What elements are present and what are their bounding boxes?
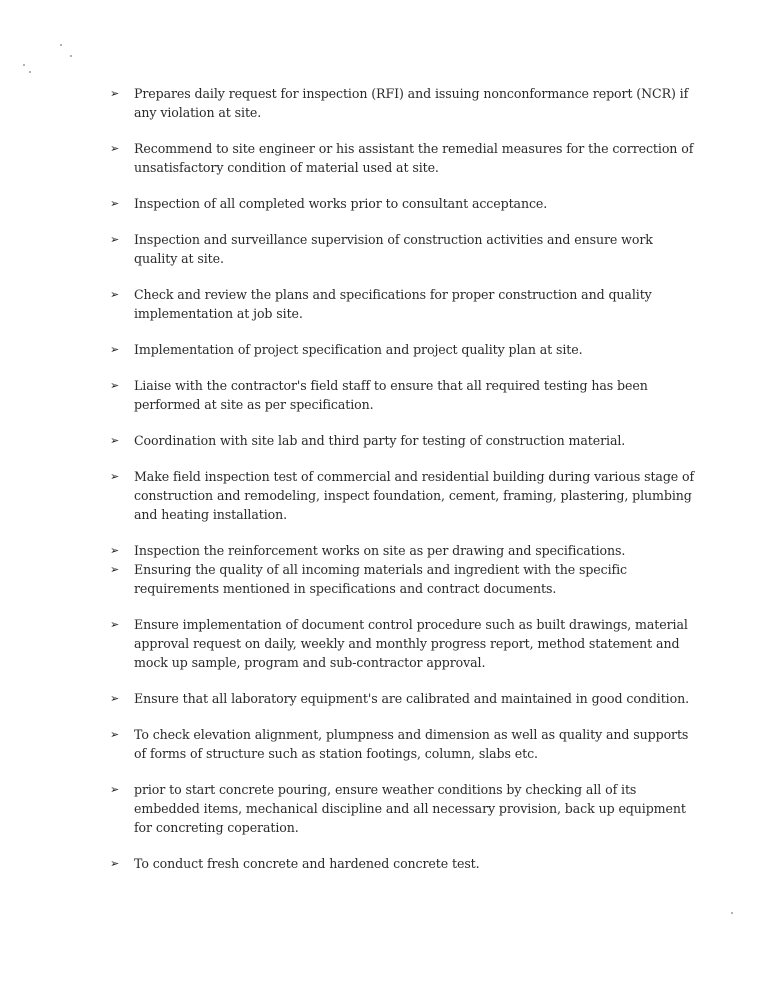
responsibilities-list: [110, 84, 695, 890]
list-item-text: Inspection of all completed works prior to consultant acceptance.: [134, 196, 548, 211]
list-item-text: Recommend to site engineer or his assistant the remedial measures for the correction of unsatisfactory condition of material used at site.: [134, 141, 694, 175]
scan-speck: [23, 64, 25, 66]
list-item: [110, 230, 695, 268]
arrow-bullet-icon: ➢: [110, 434, 120, 447]
arrow-bullet-icon: ➢: [110, 618, 120, 631]
list-item-text: Inspection the reinforcement works on site as per drawing and specifications.: [134, 543, 626, 558]
list-item-text: Ensure that all laboratory equipment's are calibrated and maintained in good condition.: [134, 691, 689, 706]
arrow-bullet-icon: ➢: [110, 544, 120, 557]
arrow-bullet-icon: ➢: [110, 857, 120, 870]
list-item: [110, 139, 695, 177]
list-item: [110, 541, 695, 560]
list-item: [110, 194, 695, 213]
list-item-text: Ensure implementation of document control procedure such as built drawings, material approval request on daily, weekly and monthly progress report, method statement and mock up sample, program and sub-contractor approval.: [134, 617, 688, 670]
arrow-bullet-icon: ➢: [110, 728, 120, 741]
arrow-bullet-icon: ➢: [110, 563, 120, 576]
scan-speck: [60, 44, 62, 46]
list-item-text: To check elevation alignment, plumpness and dimension as well as quality and supports of forms of structure such as station footings, column, slabs etc.: [134, 727, 689, 761]
list-item-text: Liaise with the contractor's field staff to ensure that all required testing has been performed at site as per specification.: [134, 378, 648, 412]
list-item: [110, 854, 695, 873]
list-item: [110, 615, 695, 672]
arrow-bullet-icon: ➢: [110, 197, 120, 210]
list-item-text: Make field inspection test of commercial and residential building during various stage of construction and remodeling, inspect foundation, cement, framing, plastering, plumbing and heating installation.: [134, 469, 695, 522]
list-item-text: Inspection and surveillance supervision of construction activities and ensure work quality at site.: [134, 232, 653, 266]
scan-speck: [70, 55, 72, 57]
scan-speck: [29, 71, 31, 73]
arrow-bullet-icon: ➢: [110, 343, 120, 356]
list-item: [110, 340, 695, 359]
arrow-bullet-icon: ➢: [110, 142, 120, 155]
list-item-text: prior to start concrete pouring, ensure weather conditions by checking all of its embedded items, mechanical discipline and all necessary provision, back up equipment for concreting coperation.: [134, 782, 686, 835]
list-item: [110, 725, 695, 763]
arrow-bullet-icon: ➢: [110, 692, 120, 705]
list-item: [110, 780, 695, 837]
list-item: [110, 431, 695, 450]
arrow-bullet-icon: ➢: [110, 783, 120, 796]
list-item-text: Ensuring the quality of all incoming materials and ingredient with the specific requirements mentioned in specifications and contract documents.: [134, 562, 627, 596]
list-item: [110, 285, 695, 323]
list-item: [110, 467, 695, 524]
list-item-text: Check and review the plans and specifications for proper construction and quality implementation at job site.: [134, 287, 652, 321]
arrow-bullet-icon: ➢: [110, 233, 120, 246]
scan-speck: [731, 912, 733, 914]
list-item: [110, 84, 695, 122]
arrow-bullet-icon: ➢: [110, 379, 120, 392]
list-item-text: Coordination with site lab and third party for testing of construction material.: [134, 433, 626, 448]
arrow-bullet-icon: ➢: [110, 470, 120, 483]
list-item-text: To conduct fresh concrete and hardened concrete test.: [134, 856, 480, 871]
list-item: [110, 689, 695, 708]
list-item: [110, 376, 695, 414]
arrow-bullet-icon: ➢: [110, 288, 120, 301]
list-item: [110, 560, 695, 598]
arrow-bullet-icon: ➢: [110, 87, 120, 100]
list-item-text: Prepares daily request for inspection (RFI) and issuing nonconformance report (NCR) if any violation at site.: [134, 86, 689, 120]
list-item-text: Implementation of project specification and project quality plan at site.: [134, 342, 583, 357]
